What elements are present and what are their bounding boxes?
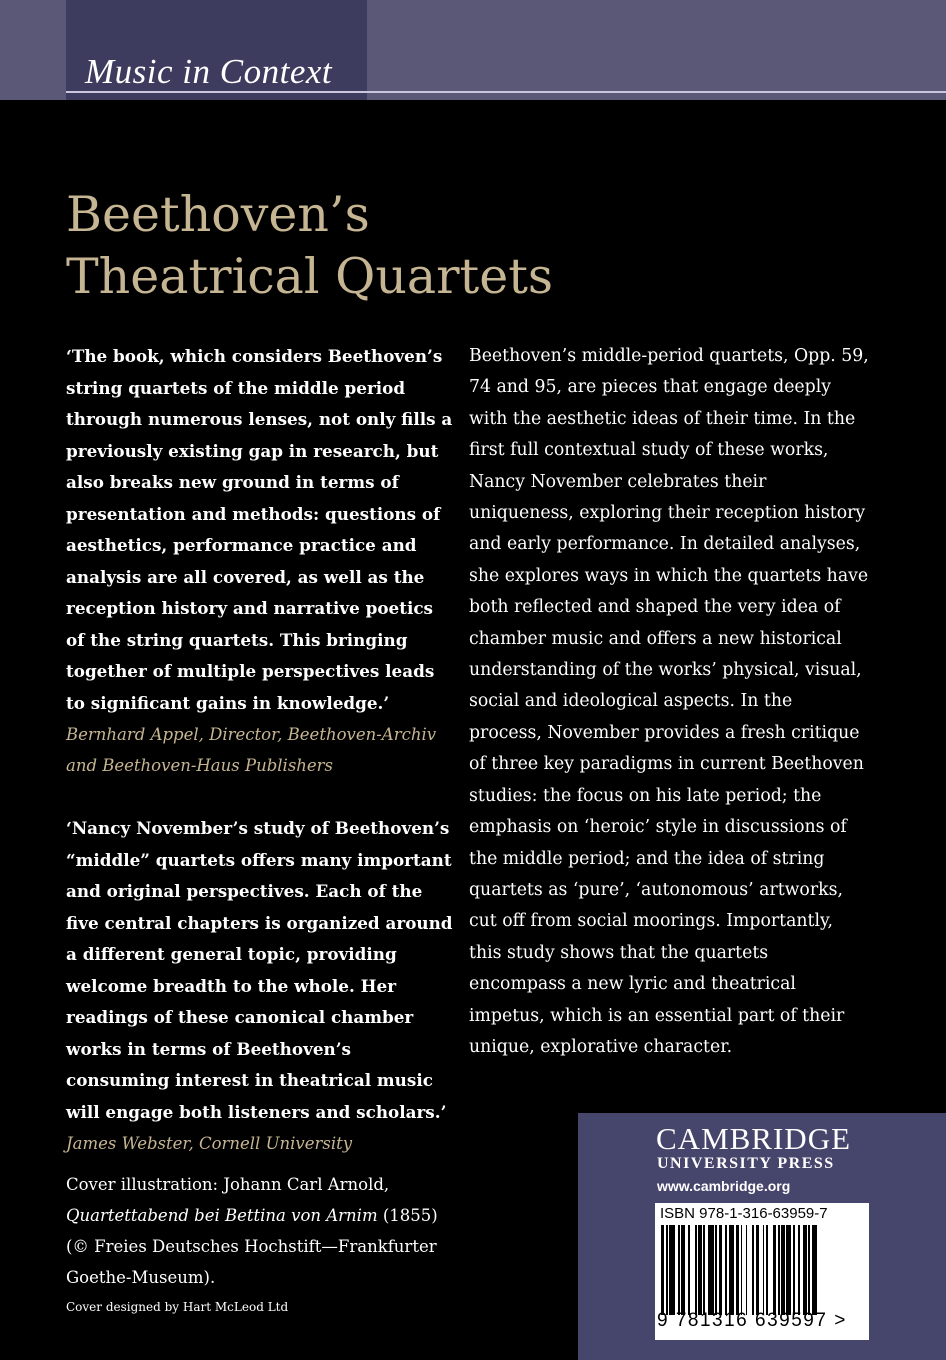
- cover-illustration-credit: [66, 1169, 454, 1293]
- book-title: [66, 184, 766, 308]
- isbn-barcode: [655, 1203, 869, 1340]
- endorsement-quote: ‘Nancy November’s study of Beethoven’s “middle” quartets offers many important and original perspectives. Each of the five central chapters is organized around a different general topic, providing welcome breadth to the whole. Her readings of these canonical chamber works in terms of Beethoven’s consuming interest in theatrical music will engage both listeners and scholars.’: [66, 818, 453, 1122]
- book-title-line-2: Theatrical Quartets: [66, 248, 554, 305]
- series-rule: [66, 91, 946, 93]
- designer-credit: Cover designed by Hart McLeod Ltd: [66, 1300, 289, 1314]
- publisher-subname: UNIVERSITY PRESS: [657, 1155, 835, 1172]
- cover-illustration-suffix: (1855) (© Freies Deutsches Hochstift—Frankfurter Goethe-Museum).: [66, 1206, 438, 1287]
- barcode-gap: [817, 1225, 820, 1315]
- cover-illustration-work-title: Quartettabend bei Bettina von Arnim: [66, 1206, 378, 1225]
- publisher-url: www.cambridge.org: [657, 1178, 791, 1194]
- publisher-name: CAMBRIDGE: [656, 1121, 852, 1156]
- series-title: Music in Context: [85, 52, 333, 91]
- cover-illustration-prefix: Cover illustration: Johann Carl Arnold,: [66, 1175, 390, 1194]
- book-title-line-1: Beethoven’s: [66, 186, 370, 243]
- endorsement-attribution: Bernhard Appel, Director, Beethoven-Archiv and Beethoven-Haus Publishers: [66, 725, 437, 775]
- book-blurb: Beethoven’s middle-period quartets, Opp. 59, 74 and 95, are pieces that engage deeply with the aesthetic ideas of their time. In the first full contextual study of these works, Nancy November celebrates their uniqueness, exploring their reception history and early performance. In detailed analyses, she explores ways in which the quartets have both reflected and shaped the very idea of chamber music and offers a new historical understanding of the works’ physical, visual, social and ideological aspects. In the process, November provides a fresh critique of three key paradigms in current Beethoven studies: the focus on his late period; the emphasis on ‘heroic’ style in discussions of the middle period; and the idea of string quartets as ‘pure’, ‘autonomous’ artworks, cut off from social moorings. Importantly, this study shows that the quartets encompass a new lyric and theatrical impetus, which is an essential part of their unique, explorative character.: [469, 346, 869, 1057]
- endorsement-attribution: James Webster, Cornell University: [66, 1134, 353, 1153]
- publisher-box: [578, 1113, 946, 1360]
- barcode-digits: 9 781316 639597 >: [657, 1310, 847, 1331]
- isbn-label: ISBN 978-1-316-63959-7: [660, 1205, 828, 1222]
- endorsement-quote: ‘The book, which considers Beethoven’s string quartets of the middle period through numerous lenses, not only fills a previously existing gap in research, but also breaks new ground in terms of presentation and methods: questions of aesthetics, performance practice and analysis are all covered, as well as the reception history and narrative poetics of the string quartets. This bringing together of multiple perspectives leads to significant gains in knowledge.’: [66, 346, 453, 713]
- barcode-bars: [661, 1225, 863, 1315]
- endorsements-column: [66, 341, 454, 1293]
